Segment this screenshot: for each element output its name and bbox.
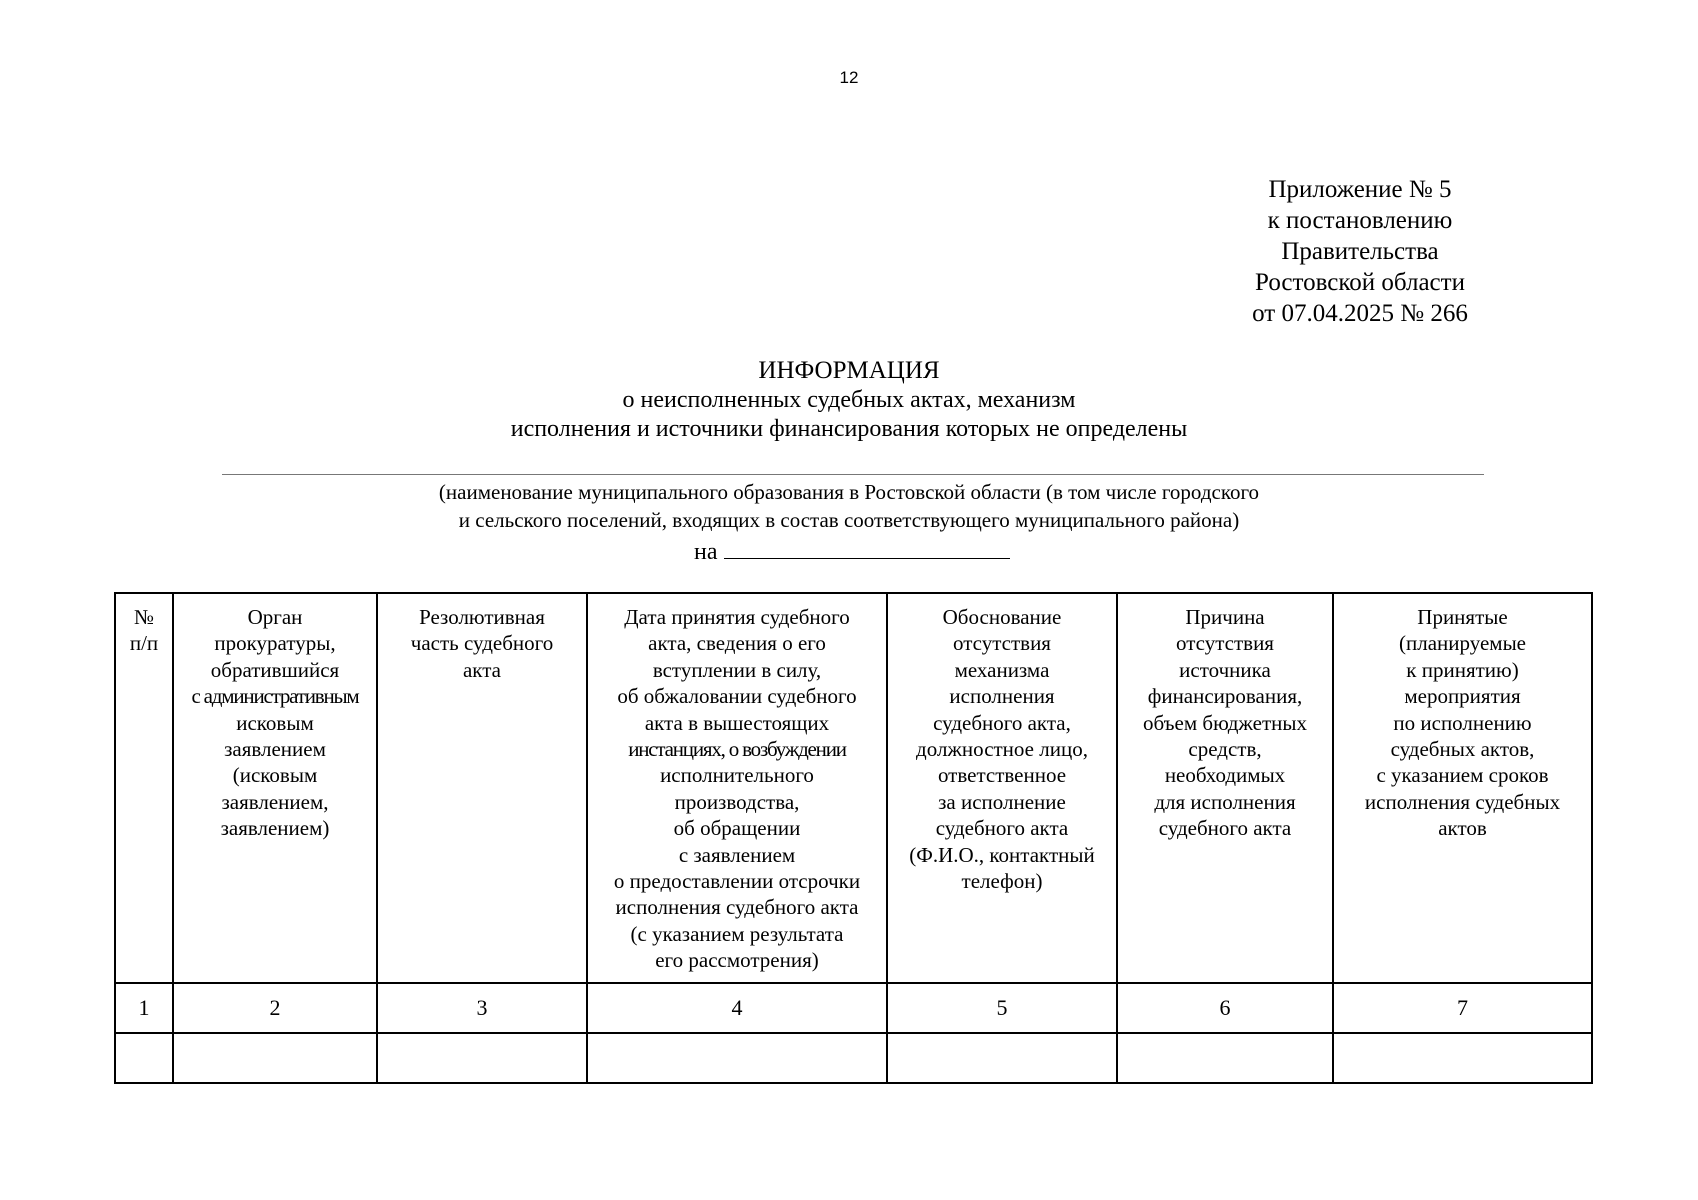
appendix-reference: [1240, 174, 1480, 329]
municipality-caption-line: (наименование муниципального образования в Ростовской области (в том числе городского: [438, 480, 1260, 504]
empty-cell: [1333, 1033, 1592, 1083]
title-subtitle-line: исполнения и источники финансирования которых не определены: [510, 416, 1188, 442]
header-cell-funding-reason: Причина отсутствия источника финансирования, объем бюджетных средств, необходимых для исполнения судебного акта: [1117, 593, 1333, 983]
table-row: [115, 1033, 1592, 1083]
empty-cell: [377, 1033, 587, 1083]
header-cell-mechanism-justification: Обоснование отсутствия механизма исполнения судебного акта, должностное лицо, ответственное за исполнение судебного акта (Ф.И.О., контактный телефон): [887, 593, 1117, 983]
column-number-cell: 2: [173, 983, 377, 1033]
on-date-label: на: [694, 539, 718, 565]
appendix-line: Ростовской области: [1255, 269, 1465, 296]
municipality-name-line: [222, 474, 1484, 475]
column-number-cell: 7: [1333, 983, 1592, 1033]
header-cell-number: № п/п: [115, 593, 173, 983]
empty-cell: [115, 1033, 173, 1083]
header-cell-prosecutor-body: Орган прокуратуры, обратившийся с административным исковым заявлением (исковым заявлением, заявлением): [173, 593, 377, 983]
table-header-row: [115, 593, 1592, 983]
column-number-cell: 3: [377, 983, 587, 1033]
page-number: 12: [839, 68, 859, 87]
judicial-acts-table: [114, 592, 1593, 1084]
municipality-caption: [0, 478, 1698, 534]
appendix-line: Правительства: [1281, 238, 1439, 265]
empty-cell: [1117, 1033, 1333, 1083]
column-number-cell: 5: [887, 983, 1117, 1033]
appendix-line: от 07.04.2025 № 266: [1252, 300, 1468, 327]
on-date-blank: [724, 536, 1010, 559]
title-subtitle-line: о неисполненных судебных актах, механизм: [622, 387, 1076, 413]
header-cell-measures: Принятые (планируемые к принятию) мероприятия по исполнению судебных актов, с указанием сроков исполнения судебных актов: [1333, 593, 1592, 983]
document-title: [0, 356, 1698, 444]
header-cell-operative-part: Резолютивная часть судебного акта: [377, 593, 587, 983]
header-cell-act-date: Дата принятия судебного акта, сведения о его вступлении в силу, об обжаловании судебного акта в вышестоящих инстанциях, о возбуждении исполнительного производства, об обращении с заявлением о предоставлении отсрочки исполнения судебного акта (с указанием результата его рассмотрения): [587, 593, 887, 983]
column-number-cell: 6: [1117, 983, 1333, 1033]
empty-cell: [887, 1033, 1117, 1083]
column-number-cell: 1: [115, 983, 173, 1033]
appendix-line: Приложение № 5: [1268, 176, 1452, 203]
column-number-cell: 4: [587, 983, 887, 1033]
empty-cell: [587, 1033, 887, 1083]
empty-cell: [173, 1033, 377, 1083]
title-main: ИНФОРМАЦИЯ: [758, 357, 940, 384]
municipality-caption-line: и сельского поселений, входящих в состав соответствующего муниципального района): [458, 508, 1240, 532]
column-number-row: [115, 983, 1592, 1033]
appendix-line: к постановлению: [1267, 207, 1453, 234]
on-date-field: [694, 536, 1010, 567]
